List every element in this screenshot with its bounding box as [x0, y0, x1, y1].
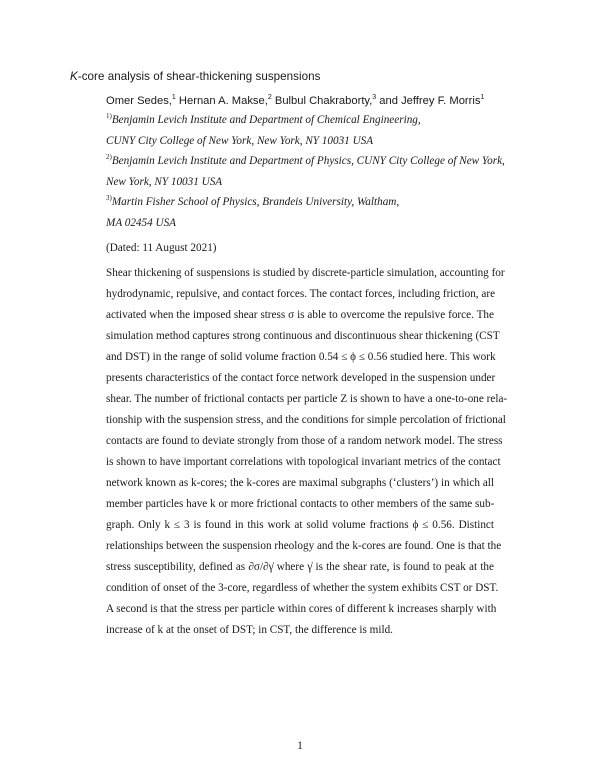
author-name: Hernan A. Makse, — [175, 95, 268, 107]
affiliation-1-line-2: CUNY City College of New York, New York, NY 10031 USA — [106, 135, 374, 147]
affiliation-2-line-2: New York, NY 10031 USA — [106, 176, 223, 188]
affiliation-1-line-1: $^{1)}$Benjamin Levich Institute and Department of Chemical Engineering, — [106, 112, 421, 126]
abstract-line: presents characteristics of the contact force network developed in the suspension under — [106, 372, 496, 384]
abstract-line: simulation method captures strong continuous and discontinuous shear thickening (CST — [106, 330, 500, 342]
title-k-variable: K — [70, 70, 78, 83]
abstract-line: relationships between the suspension rheology and the k-cores are found. One is that the — [106, 540, 502, 552]
abstract-line: hydrodynamic, repulsive, and contact forces. The contact forces, including friction, are — [106, 288, 496, 300]
author-list — [106, 95, 484, 107]
paper-title — [70, 70, 320, 83]
abstract-line: network known as k-cores; the k-cores are maximal subgraphs (‘clusters’) in which all — [106, 477, 494, 489]
abstract-line: and DST) in the range of solid volume fraction 0.54 ≤ ϕ ≤ 0.56 studied here. This work — [106, 351, 496, 363]
author-name: and Jeffrey F. Morris — [376, 95, 481, 107]
affiliation-3-line-1: $^{3)}$Martin Fisher School of Physics, Brandeis University, Waltham, — [106, 194, 400, 208]
affiliation-3-line-2: MA 02454 USA — [106, 217, 177, 229]
author-affiliation-mark: 2 — [267, 94, 272, 101]
title-text: -core analysis of shear-thickening suspensions — [77, 70, 321, 83]
author-name: Bulbul Chakraborty, — [271, 95, 373, 107]
abstract-line: contacts are found to deviate strongly from those of a random network model. The stress — [106, 435, 503, 447]
abstract-line: tionship with the suspension stress, and the conditions for simple percolation of frictional — [106, 414, 506, 426]
author-name: Omer Sedes, — [106, 95, 172, 107]
abstract-line-last: increase of k at the onset of DST; in CST, the difference is mild. — [106, 624, 393, 636]
abstract-line: is shown to have important correlations with topological invariant metrics of the contact — [106, 456, 501, 468]
page-number: 1 — [297, 740, 303, 752]
author-affiliation-mark: 1 — [171, 94, 176, 101]
abstract-line: shear. The number of frictional contacts per particle Z is shown to have a one-to-one rela- — [106, 393, 508, 405]
dated-line: (Dated: 11 August 2021) — [106, 242, 217, 254]
abstract-line: Shear thickening of suspensions is studied by discrete-particle simulation, accounting for — [106, 267, 505, 279]
affiliation-mark: 3) — [106, 194, 112, 202]
author-affiliation-mark: 1 — [480, 94, 485, 101]
affiliation-2-line-1: $^{2)}$Benjamin Levich Institute and Department of Physics, CUNY City College of New York, — [106, 153, 505, 167]
abstract-line: member particles have k or more frictional contacts to other members of the same sub- — [106, 498, 495, 510]
abstract-line: A second is that the stress per particle within cores of different k increases sharply with — [106, 603, 497, 615]
abstract-line: graph. Only k ≤ 3 is found in this work at solid volume fractions ϕ ≤ 0.56. Distinct — [106, 519, 494, 531]
affiliation-mark: 2) — [106, 153, 112, 161]
abstract-line: stress susceptibility, defined as ∂σ/∂γ̇ where γ̇ is the shear rate, is found to peak at the — [106, 561, 494, 573]
affiliation-mark: 1) — [106, 112, 112, 120]
abstract-line: condition of onset of the 3-core, regardless of whether the system exhibits CST or DST. — [106, 582, 499, 594]
author-affiliation-mark: 3 — [372, 94, 377, 101]
abstract-line: activated when the imposed shear stress σ is able to overcome the repulsive force. The — [106, 309, 494, 321]
